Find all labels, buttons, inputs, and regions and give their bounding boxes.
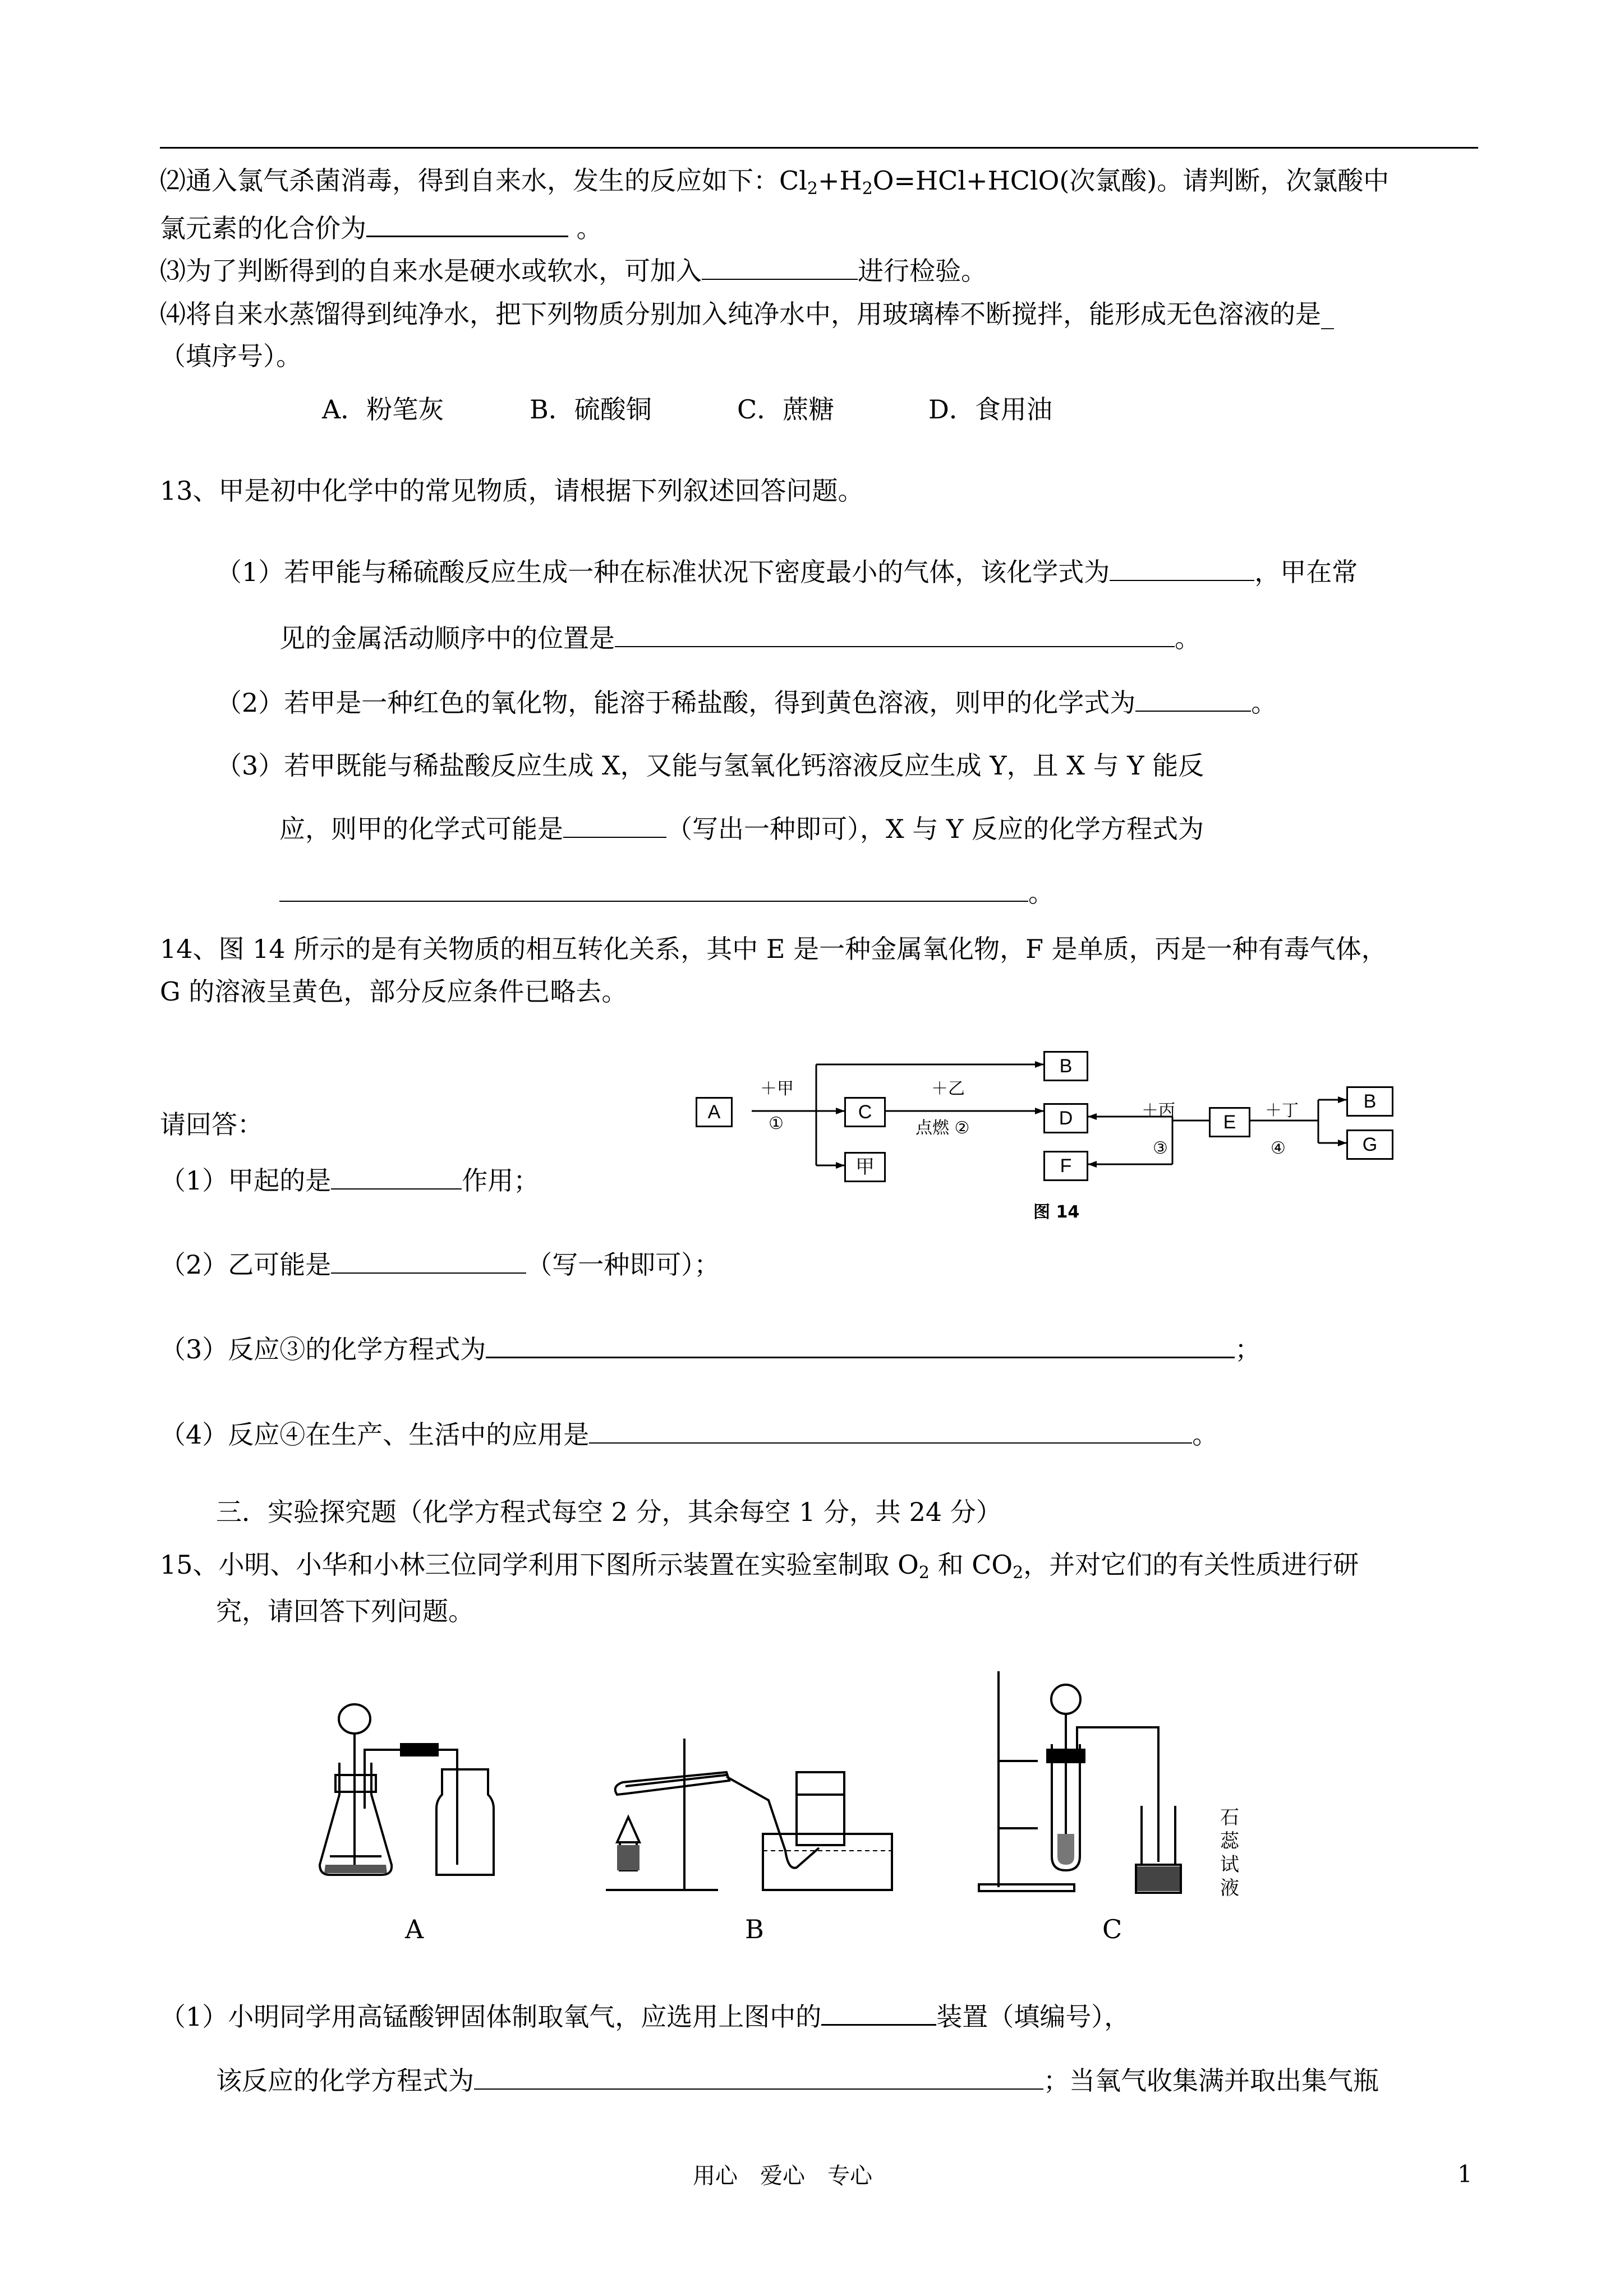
q14-sub2: （2）乙可能是 （写一种即可）；	[160, 1248, 720, 1281]
q14-sub1: （1）甲起的是 作用；	[160, 1164, 539, 1197]
answer-blank[interactable]	[615, 621, 1175, 647]
q12-part2-line1: ⑵通入氯气杀菌消毒，得到自来水，发生的反应如下：$Cl_2+H_2O=HCl+HClO$(次氯酸)。请判断，次氯酸中	[160, 165, 1390, 199]
q14-sub3: （3）反应③的化学方程式为 ；	[160, 1332, 1260, 1366]
label-plus-jia: ＋甲	[760, 1079, 794, 1099]
label-plus-bing: ＋丙	[1142, 1101, 1175, 1121]
label-reaction-1: ①	[769, 1114, 784, 1133]
q13-sub3-line1: （3）若甲既能与稀盐酸反应生成 X，又能与氢氧化钙溶液反应生成 Y，且 X 与 Y 能反	[216, 750, 1204, 781]
footer-motto: 用心 爱心 专心	[693, 2163, 872, 2189]
answer-blank[interactable]	[486, 1332, 1235, 1358]
option-a: A．粉笔灰	[322, 394, 444, 425]
node-f: F	[1043, 1151, 1088, 1181]
q13-sub1-line2: 见的金属活动顺序中的位置是 。	[279, 621, 1200, 655]
answer-blank[interactable]	[589, 1418, 1192, 1444]
page-number: 1	[1457, 2160, 1473, 2188]
q15-stem-line2: 究，请回答下列问题。	[216, 1596, 474, 1626]
apparatus-a-label: A	[405, 1914, 424, 1944]
q14-stem-line2: G 的溶液呈黄色，部分反应条件已略去。	[160, 976, 628, 1007]
section-3-title: 三．实验探究题（化学方程式每空 2 分，其余每空 1 分，共 24 分）	[216, 1497, 1002, 1527]
q15-sub1-line2: 该反应的化学方程式为 ；当氧气收集满并取出集气瓶	[216, 2064, 1379, 2097]
q14-sub4: （4）反应④在生产、生活中的应用是 。	[160, 1418, 1218, 1451]
node-b-top: B	[1043, 1051, 1088, 1081]
option-b: B．硫酸铜	[530, 394, 652, 425]
q13-sub2: （2）若甲是一种红色的氧化物，能溶于稀盐酸，得到黄色溶液，则甲的化学式为 。	[216, 686, 1277, 720]
q14-prompt: 请回答：	[160, 1109, 263, 1140]
answer-blank[interactable]	[366, 211, 568, 237]
label-ignite: 点燃 ②	[915, 1118, 970, 1138]
answer-blank[interactable]	[563, 812, 666, 838]
q12-part4-line1: ⑷将自来水蒸馏得到纯净水，把下列物质分别加入纯净水中，用玻璃棒不断搅拌，能形成无色溶液的是_	[160, 299, 1334, 329]
option-d: D．食用油	[928, 394, 1052, 425]
node-c: C	[844, 1097, 886, 1127]
q13-stem: 13、甲是初中化学中的常见物质，请根据下列叙述回答问题。	[160, 476, 864, 506]
node-b-right: B	[1346, 1086, 1393, 1117]
answer-blank[interactable]	[821, 1999, 936, 2026]
answer-blank[interactable]	[1135, 686, 1251, 712]
node-e: E	[1209, 1107, 1250, 1137]
q13-sub3-line3: 。	[279, 876, 1054, 910]
q12-part4-line2: （填序号）。	[160, 341, 302, 371]
figure-14-caption: 图 14	[1033, 1202, 1080, 1222]
node-d: D	[1043, 1103, 1088, 1133]
q15-stem-line1: 15、小明、小华和小林三位同学利用下图所示装置在实验室制取 $O_2$ 和 $CO_2$，并对它们的有关性质进行研	[160, 1550, 1359, 1583]
answer-blank[interactable]	[279, 876, 1028, 902]
q12-part2-line2: 氯元素的化合价为 。	[160, 211, 602, 245]
apparatus-b-label: B	[745, 1914, 764, 1944]
node-jia: 甲	[844, 1152, 886, 1182]
apparatus-a-drawing	[309, 1696, 522, 1898]
label-reaction-3: ③	[1153, 1138, 1168, 1158]
answer-blank[interactable]	[702, 254, 858, 280]
label-plus-yi: ＋乙	[931, 1079, 965, 1099]
option-c: C．蔗糖	[737, 394, 835, 425]
q13-sub3-line2: 应，则甲的化学式可能是 （写出一种即可），X 与 Y 反应的化学方程式为	[279, 812, 1204, 846]
apparatus-c-drawing	[973, 1666, 1209, 1896]
q13-sub1-line1: （1）若甲能与稀硫酸反应生成一种在标准状况下密度最小的气体，该化学式为 ，甲在常	[216, 555, 1358, 589]
label-plus-ding: ＋丁	[1265, 1101, 1299, 1121]
q15-sub1-line1: （1）小明同学用高锰酸钾固体制取氧气，应选用上图中的 装置（填编号），	[160, 1999, 1130, 2034]
answer-blank[interactable]	[1110, 555, 1254, 581]
apparatus-b-drawing	[595, 1733, 909, 1901]
q14-stem-line1: 14、图 14 所示的是有关物质的相互转化关系，其中 E 是一种金属氧化物，F 是单质，丙是一种有毒气体，	[160, 934, 1387, 964]
header-rule	[160, 147, 1478, 149]
node-a: A	[696, 1097, 733, 1127]
node-g: G	[1346, 1129, 1393, 1160]
apparatus-c-label: C	[1102, 1914, 1122, 1944]
answer-blank[interactable]	[474, 2064, 1043, 2090]
q12-part3: ⑶为了判断得到的自来水是硬水或软水，可加入 进行检验。	[160, 254, 987, 288]
answer-blank[interactable]	[331, 1164, 462, 1190]
label-reaction-4: ④	[1271, 1138, 1286, 1158]
answer-blank[interactable]	[331, 1248, 526, 1274]
litmus-label: 石 蕊 试 液	[1220, 1806, 1239, 1899]
